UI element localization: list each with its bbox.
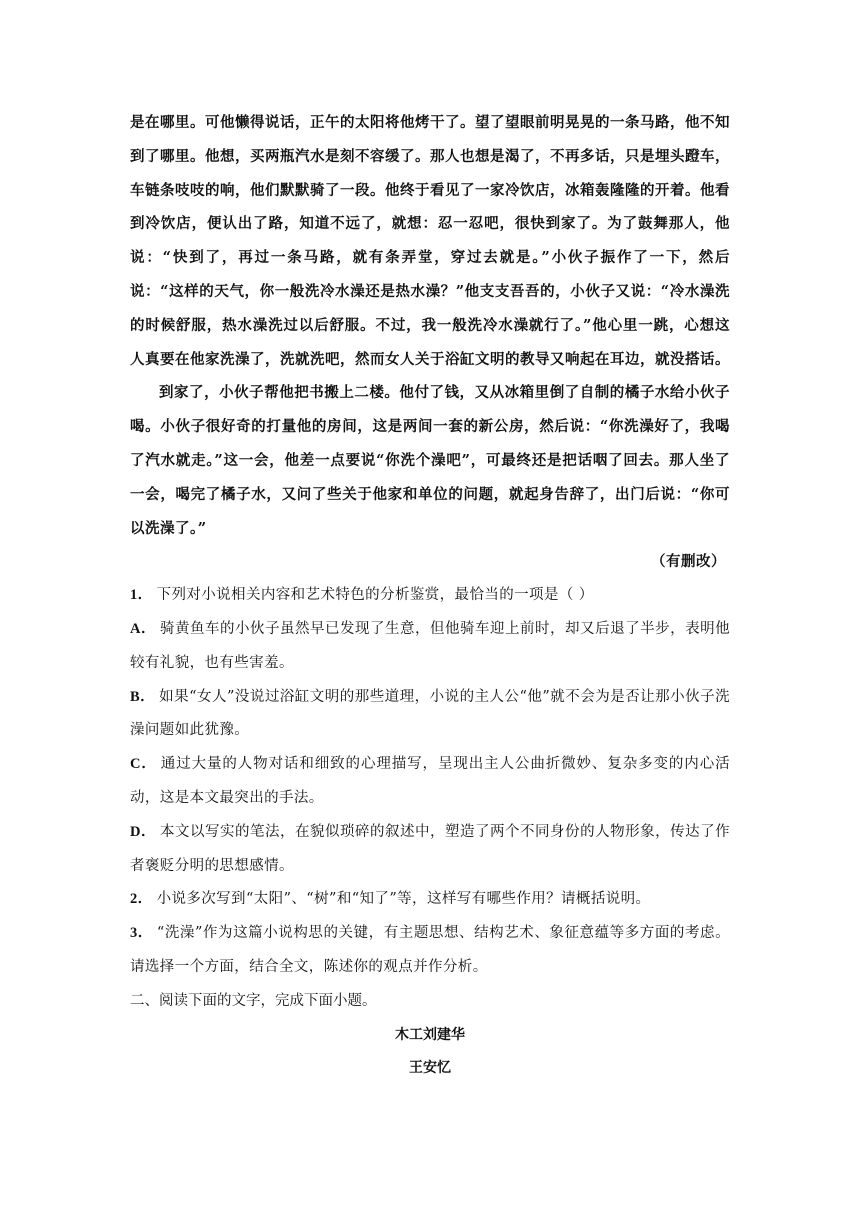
question-3-text: “洗澡”作为这篇小说构思的关键，有主题思想、结构艺术、象征意蕴等多方面的考虑。请选择一个方面，结合全文，陈述你的观点并作分析。: [130, 925, 730, 975]
section-2-heading: 二、阅读下面的文字，完成下面小题。: [130, 992, 377, 1009]
option-b-letter: B．: [130, 688, 156, 705]
question-2: [130, 883, 730, 917]
section-2-author: 王安忆: [409, 1060, 451, 1077]
question-1: [130, 579, 730, 613]
option-d-text: 本文以写实的笔法，在貌似琐碎的叙述中，塑造了两个不同身份的人物形象，传达了作者褒贬分明的思想感情。: [130, 823, 730, 874]
option-d: [130, 816, 730, 884]
option-a-letter: A．: [130, 620, 156, 637]
source-note: （有删改）: [651, 553, 726, 571]
option-b: [130, 681, 730, 749]
question-2-text: 小说多次写到“太阳”、“树”和“知了”等，这样写有哪些作用？请概括说明。: [156, 891, 651, 908]
question-2-number: 2．: [130, 891, 153, 908]
question-3-number: 3．: [130, 925, 153, 942]
option-c: [130, 748, 730, 816]
question-list: [130, 579, 730, 985]
question-3: [130, 917, 730, 985]
option-c-text: 通过大量的人物对话和细致的心理描写，呈现出主人公曲折微妙、复杂多变的内心活动，这是本文最突出的手法。: [130, 756, 731, 806]
option-d-letter: D．: [130, 823, 156, 840]
question-1-stem: 下列对小说相关内容和艺术特色的分析鉴赏，最恰当的一项是（ ）: [156, 587, 594, 604]
option-b-text: 如果“女人”没说过浴缸文明的那些道理，小说的主人公“他”就不会为是否让那小伙子洗澡问题如此犹豫。: [130, 688, 730, 739]
story-paragraph-1: 是在哪里。可他懒得说话，正午的太阳将他烤干了。望了望眼前明晃晃的一条马路，他不知到了哪里。他想，买两瓶汽水是刻不容缓了。那人也想是渴了，不再多话，只是埋头蹬车，车链条吱吱的响，他们默默骑了一段。他终于看见了一家冷饮店，冰箱轰隆隆的开着。他看到冷饮店，便认出了路，知道不远了，就想：忍一忍吧，很快到家了。为了鼓舞那人，他说：“快到了，再过一条马路，就有条弄堂，穿过去就是。”小伙子振作了一下，然后说：“这样的天气，你一般洗冷水澡还是热水澡？”他支支吾吾的，小伙子又说：“冷水澡洗的时候舒服，热水澡洗过以后舒服。不过，我一般洗冷水澡就行了。”他心里一跳，心想这人真要在他家洗澡了，洗就洗吧，然而女人关于浴缸文明的教导又响起在耳边，就没搭话。: [130, 114, 730, 368]
option-a-text: 骑黄鱼车的小伙子虽然早已发现了生意，但他骑车迎上前时，却又后退了半步，表明他较有礼貌，也有些害羞。: [130, 620, 730, 671]
story-paragraph-2: 到家了，小伙子帮他把书搬上二楼。他付了钱，又从冰箱里倒了自制的橘子水给小伙子喝。小伙子很好奇的打量他的房间，这是两间一套的新公房，然后说：“你洗澡好了，我喝了汽水就走。”这一会，他差一点要说“你洗个澡吧”，可最终还是把话咽了回去。那人坐了一会，喝完了橘子水，又问了些关于他家和单位的问题，就起身告辞了，出门后说：“你可以洗澡了。”: [130, 384, 730, 537]
option-c-letter: C．: [130, 756, 157, 773]
story-excerpt: [130, 106, 730, 579]
section-2-title: 木工刘建华: [395, 1026, 465, 1043]
question-1-number: 1．: [130, 587, 153, 604]
document-page: [130, 106, 730, 1086]
option-a: [130, 613, 730, 681]
